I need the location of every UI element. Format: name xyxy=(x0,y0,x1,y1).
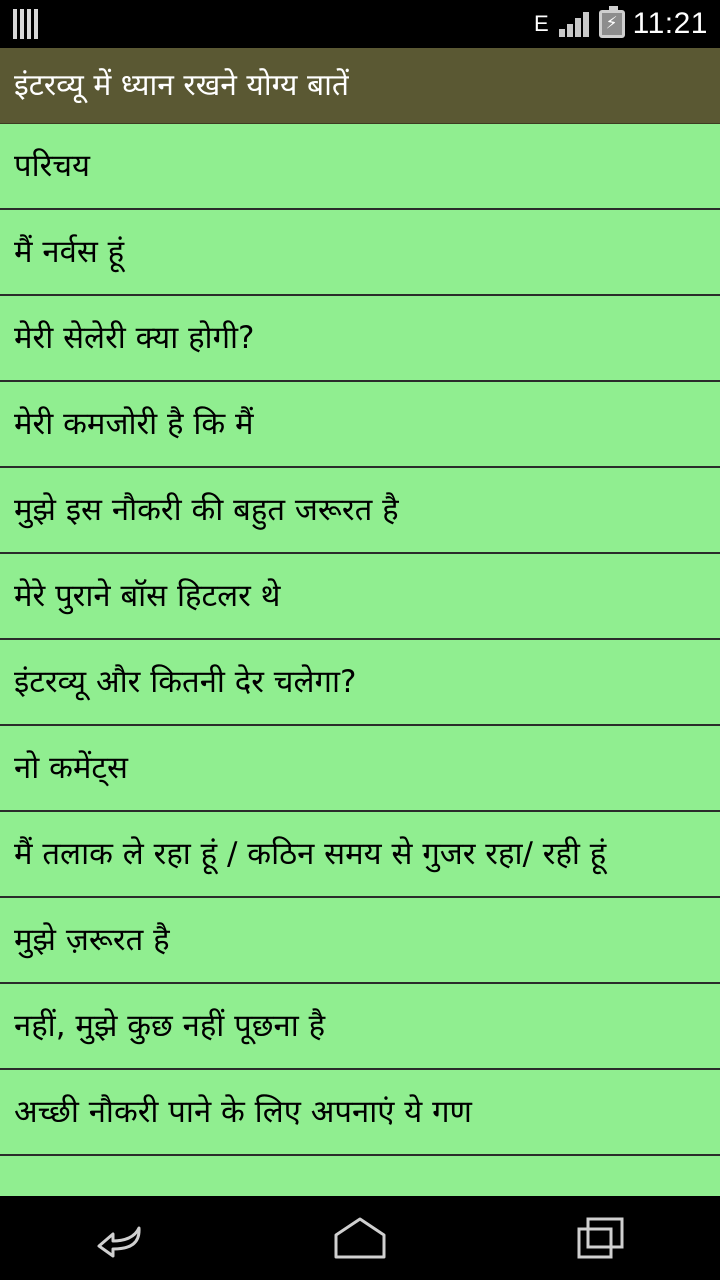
list-item[interactable]: मेरी सेलेरी क्या होगी? xyxy=(0,296,720,382)
battery-bolt-glyph: ⚡ xyxy=(605,13,618,34)
system-navigation-bar xyxy=(0,1196,720,1280)
topic-list[interactable] xyxy=(0,124,720,1196)
recent-apps-button[interactable] xyxy=(540,1196,660,1280)
recent-apps-icon xyxy=(574,1215,626,1261)
list-item[interactable]: मैं नर्वस हूं xyxy=(0,210,720,296)
list-item[interactable]: इंटरव्यू और कितनी देर चलेगा? xyxy=(0,640,720,726)
back-button[interactable] xyxy=(60,1196,180,1280)
status-bar-clock: 11:21 xyxy=(632,7,708,40)
status-bar-left xyxy=(12,9,38,39)
list-item[interactable]: मुझे इस नौकरी की बहुत जरूरत है xyxy=(0,468,720,554)
list-item[interactable]: नहीं, मुझे कुछ नहीं पूछना है xyxy=(0,984,720,1070)
battery-charging-icon xyxy=(599,10,625,38)
status-bar xyxy=(0,0,720,48)
network-type-label: E xyxy=(533,11,549,36)
list-item[interactable]: अच्छी नौकरी पाने के लिए अपनाएं ये गण xyxy=(0,1070,720,1156)
list-item[interactable]: मुझे ज़रूरत है xyxy=(0,898,720,984)
home-icon xyxy=(330,1215,390,1261)
list-item[interactable]: मेरी कमजोरी है कि मैं xyxy=(0,382,720,468)
list-item[interactable]: मैं तलाक ले रहा हूं / कठिन समय से गुजर रहा/ रही हूं xyxy=(0,812,720,898)
signal-strength-icon xyxy=(559,11,591,37)
signal-bars-icon xyxy=(12,9,38,39)
list-item[interactable]: नो कमेंट्स xyxy=(0,726,720,812)
page-title: इंटरव्यू में ध्यान रखने योग्य बातें xyxy=(14,67,349,103)
status-bar-right xyxy=(534,7,708,41)
list-item[interactable]: मेरे पुराने बॉस हिटलर थे xyxy=(0,554,720,640)
home-button[interactable] xyxy=(300,1196,420,1280)
list-item[interactable]: परिचय xyxy=(0,124,720,210)
app-title-bar xyxy=(0,48,720,124)
back-icon xyxy=(93,1216,147,1260)
